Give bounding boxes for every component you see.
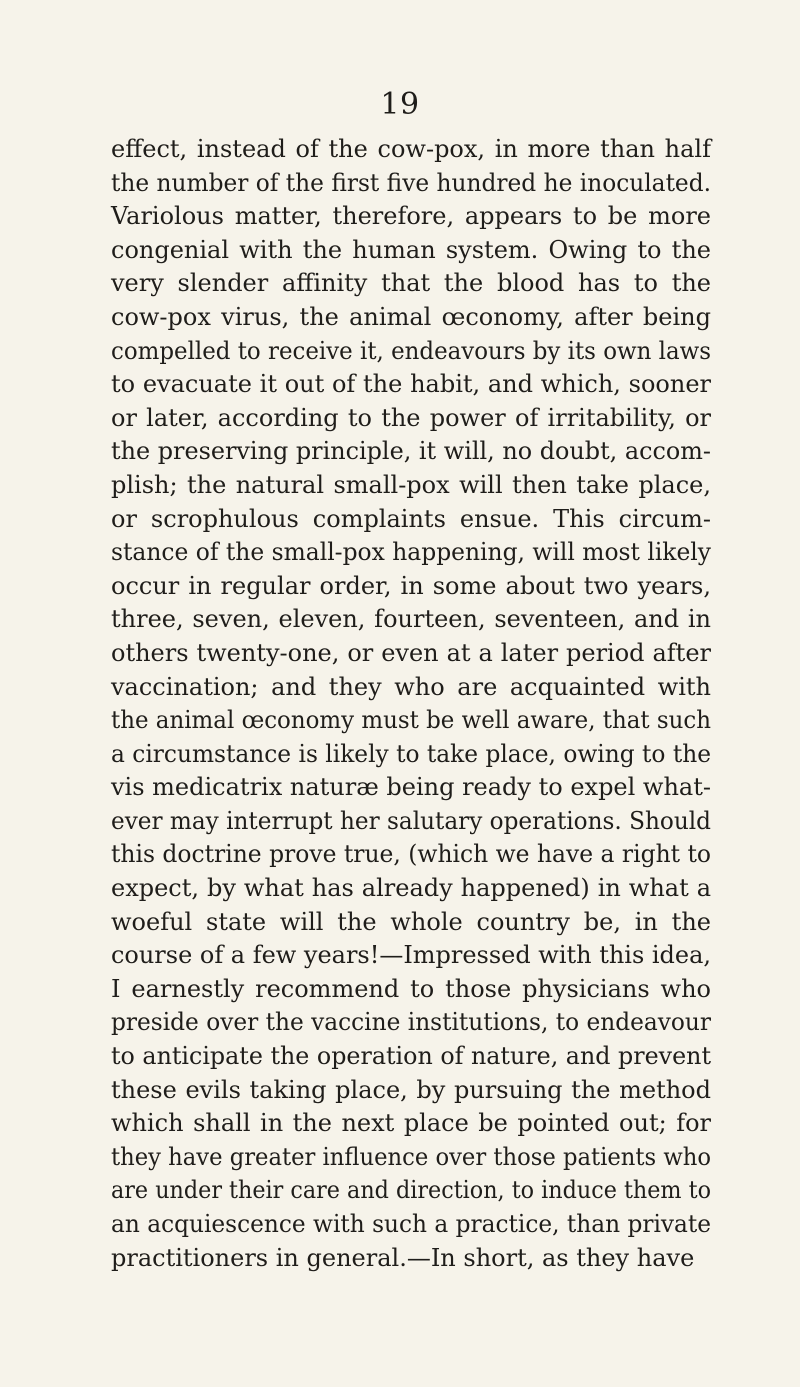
text-line: an acquiescence with such a practice, than private (111, 1210, 711, 1238)
text-line: to anticipate the operation of nature, and prevent (111, 1042, 711, 1071)
text-line: vaccination; and they who are acquainted with (111, 672, 711, 701)
text-line: to evacuate it out of the habit, and which, sooner (111, 370, 711, 399)
text-line: the number of the first five hundred he inoculated. (111, 168, 711, 197)
text-line: which shall in the next place be pointed out; for (111, 1109, 711, 1138)
text-line: woeful state will the whole country be, in the (111, 907, 711, 936)
text-line: or later, according to the power of irritability, or (111, 403, 711, 432)
text-line: very slender affinity that the blood has to the (111, 269, 711, 298)
text-line: cow-pox virus, the animal œconomy, after being (111, 302, 711, 331)
text-line: stance of the small-pox happening, will most likely (111, 538, 711, 567)
text-line: practitioners in general.—In short, as they have (111, 1243, 695, 1272)
text-line: three, seven, eleven, fourteen, seventeen, and in (111, 605, 711, 634)
text-line: expect, by what has already happened) in what a (111, 874, 711, 903)
text-line: plish; the natural small-pox will then take place, (111, 470, 711, 499)
text-line: this doctrine prove true, (which we have a right to (111, 840, 711, 869)
text-line: a circumstance is likely to take place, owing to the (111, 739, 711, 768)
text-line: I earnestly recommend to those physicians who (111, 974, 711, 1003)
text-line: or scrophulous complaints ensue. This circum- (111, 504, 711, 533)
text-line: congenial with the human system. Owing to the (111, 235, 711, 264)
text-line: course of a few years!—Impressed with this idea, (111, 941, 711, 970)
text-line: vis medicatrix naturæ being ready to expel what- (111, 773, 711, 802)
text-line: Variolous matter, therefore, appears to be more (111, 202, 711, 231)
text-line: compelled to receive it, endeavours by its own laws (111, 336, 711, 365)
text-line: they have greater influence over those patients who (111, 1142, 711, 1171)
text-line: preside over the vaccine institutions, to endeavour (111, 1008, 711, 1037)
text-line: ever may interrupt her salutary operations. Should (111, 806, 711, 835)
text-line: the animal œconomy must be well aware, that such (111, 706, 711, 735)
text-line: others twenty-one, or even at a later period after (111, 638, 711, 667)
text-line: effect, instead of the cow-pox, in more than half (111, 135, 711, 163)
text-line: the preserving principle, it will, no doubt, accom- (111, 437, 711, 466)
body-text (111, 133, 711, 1275)
text-line: occur in regular order, in some about two years, (111, 571, 711, 600)
text-line: are under their care and direction, to induce them to (111, 1176, 711, 1205)
page-number: 19 (380, 87, 420, 122)
text-line: these evils taking place, by pursuing the method (111, 1075, 711, 1104)
